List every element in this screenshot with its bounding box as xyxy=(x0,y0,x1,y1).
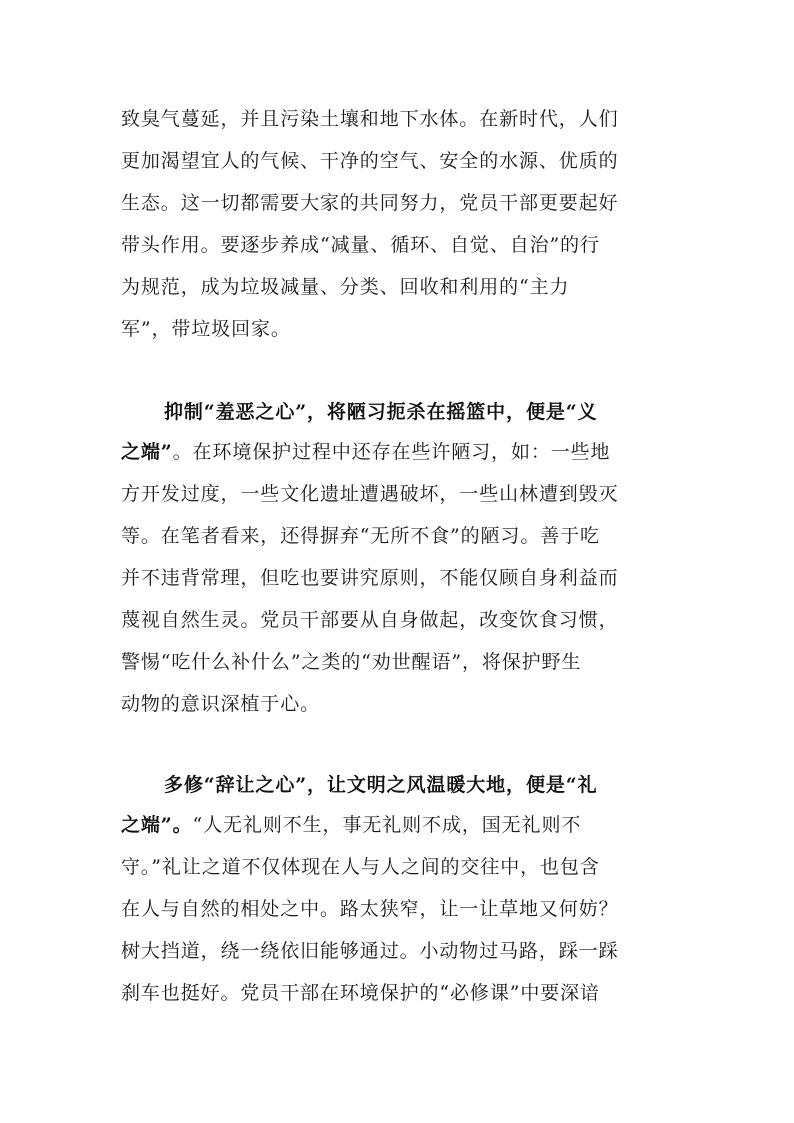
paragraph-1-line-2: 更加渴望宜人的气候、干净的空气、安全的水源、优质的 xyxy=(121,150,619,172)
paragraph-1-line-5: 为规范，成为垃圾减量、分类、回收和利用的“主力 xyxy=(121,276,570,298)
paragraph-3-line-3: 守。”礼让之道不仅体现在人与人之间的交往中，也包含 xyxy=(121,856,600,878)
paragraph-3-heading-tail: 之端”。 xyxy=(121,814,193,836)
paragraph-2-heading-line: 抑制“羞恶之心”，将陋习扼杀在摇篮中，便是“义 xyxy=(164,401,598,423)
paragraph-3-line-5: 树大挡道，绕一绕依旧能够通过。小动物过马路，踩一踩 xyxy=(121,940,619,962)
paragraph-1-line-6: 军”，带垃圾回家。 xyxy=(121,318,291,340)
paragraph-2-line-8: 动物的意识深植于心。 xyxy=(121,693,321,715)
paragraph-3-line-2-text: “人无礼则不生，事无礼则不成，国无礼则不 xyxy=(192,814,582,836)
paragraph-3-line-4: 在人与自然的相处之中。路太狭窄，让一让草地又何妨？ xyxy=(121,898,619,920)
paragraph-2-line-2 xyxy=(121,440,610,464)
paragraph-1-line-4: 带头作用。要逐步养成“减量、循环、自觉、自治”的行 xyxy=(121,234,600,256)
paragraph-2-line-5: 并不违背常理，但吃也要讲究原则，不能仅顾自身利益而 xyxy=(121,567,619,589)
paragraph-2-line-2-text: 。在环境保护过程中还存在些许陋习，如：一些地 xyxy=(172,441,611,463)
paragraph-3-line-2 xyxy=(121,813,581,837)
paragraph-2-heading-tail: 之端” xyxy=(121,441,173,463)
paragraph-3-line-6: 刹车也挺好。党员干部在环境保护的“必修课”中要深谙 xyxy=(121,982,600,1004)
paragraph-2-line-4: 等。在笔者看来，还得摒弃“无所不食”的陋习。善于吃 xyxy=(121,525,600,547)
paragraph-3-heading-line: 多修“辞让之心”，让文明之风温暖大地，便是“礼 xyxy=(164,774,598,796)
paragraph-2-line-7: 警惕“吃什么补什么”之类的“劝世醒语”，将保护野生 xyxy=(121,651,582,673)
paragraph-2-line-3: 方开发过度，一些文化遗址遭遇破坏，一些山林遭到毁灭 xyxy=(121,483,619,505)
paragraph-1-line-3: 生态。这一切都需要大家的共同努力，党员干部更要起好 xyxy=(121,192,619,214)
paragraph-1-line-1: 致臭气蔓延，并且污染土壤和地下水体。在新时代，人们 xyxy=(121,108,619,130)
paragraph-2-line-6: 蔑视自然生灵。党员干部要从自身做起，改变饮食习惯， xyxy=(121,609,619,631)
